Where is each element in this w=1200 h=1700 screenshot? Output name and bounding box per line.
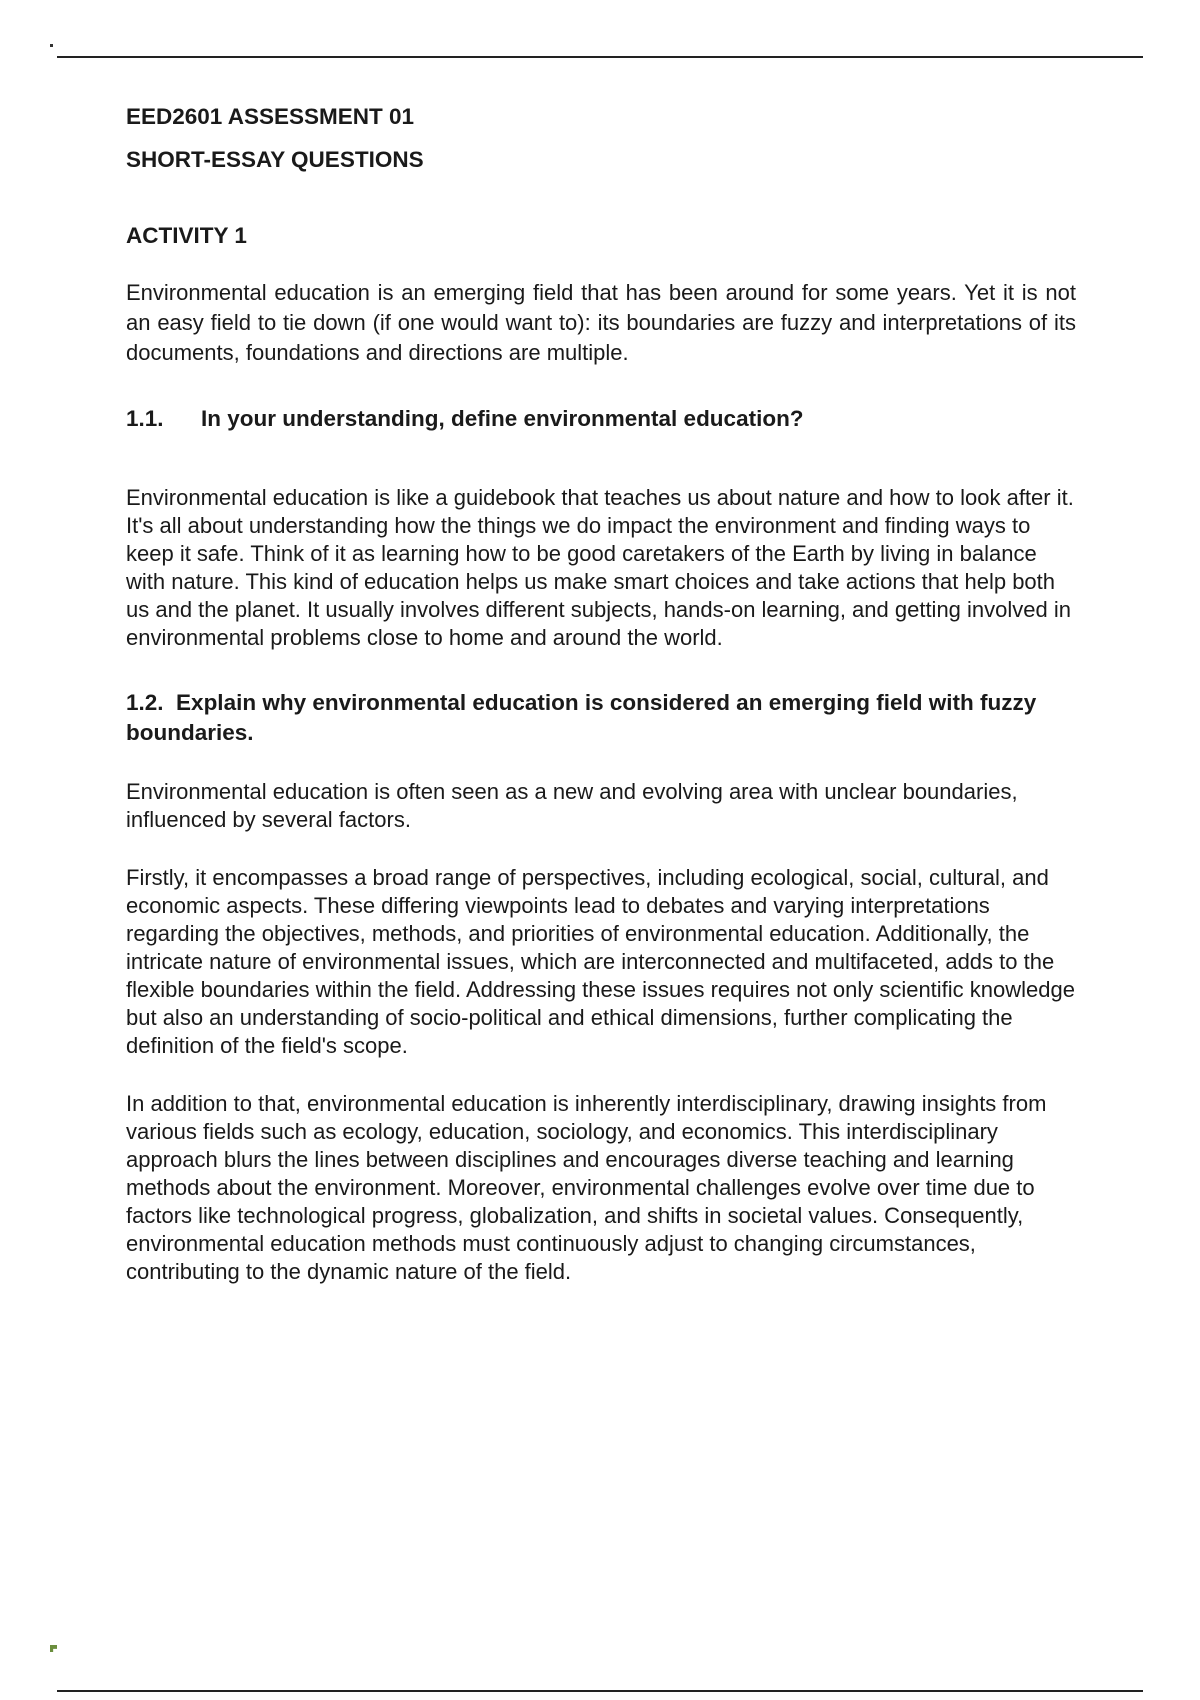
answer-1-2-paragraph-1: Environmental education is often seen as a new and evolving area with unclear boundaries, influenced by several factors. <box>126 779 1018 832</box>
question-text: Explain why environmental education is considered an emerging field with fuzzy boundaries. <box>126 690 1037 745</box>
question-1-2 <box>126 688 1076 748</box>
bottom-rule <box>57 1690 1143 1692</box>
intro-paragraph: Environmental education is an emerging field that has been around for some years. Yet it is not an easy field to tie down (if one would want to): its boundaries are fuzzy and interpretations of its documents, foundations and directions are multiple. <box>126 280 1076 365</box>
answer-1-2-paragraph-3: In addition to that, environmental education is inherently interdisciplinary, drawing insights from various fields such as ecology, education, sociology, and economics. This interdisciplinary approach blurs the lines between disciplines and encourages diverse teaching and learning methods about the environment. Moreover, environmental challenges evolve over time due to factors like technological progress, globalization, and shifts in societal values. Consequently, environmental education methods must continuously adjust to changing circumstances, contributing to the dynamic nature of the field. <box>126 1091 1047 1284</box>
activity-title: ACTIVITY 1 <box>126 223 247 248</box>
answer-1-1-paragraph: Environmental education is like a guidebook that teaches us about nature and how to look after it. It's all about understanding how the things we do impact the environment and finding ways to keep it safe. Think of it as learning how to be good caretakers of the Earth by living in balance with nature. This kind of education helps us make smart choices and take actions that help both us and the planet. It usually involves different subjects, hands-on learning, and getting involved in environmental problems close to home and around the world. <box>126 485 1074 650</box>
footer-mark-icon <box>50 1645 57 1652</box>
question-number: 1.2. <box>126 690 164 715</box>
question-number: 1.1. <box>126 406 164 431</box>
question-text: In your understanding, define environmental education? <box>201 406 804 431</box>
question-1-1 <box>126 404 1076 434</box>
document-body <box>126 100 1076 1286</box>
top-rule <box>57 56 1143 58</box>
corner-dot <box>50 44 53 47</box>
answer-1-2-paragraph-2: Firstly, it encompasses a broad range of perspectives, including ecological, social, cultural, and economic aspects. These differing viewpoints lead to debates and varying interpretations regarding the objectives, methods, and priorities of environmental education. Additionally, the intricate nature of environmental issues, which are interconnected and multifaceted, adds to the flexible boundaries within the field. Addressing these issues requires not only scientific knowledge but also an understanding of socio-political and ethical dimensions, further complicating the definition of the field's scope. <box>126 865 1075 1058</box>
section-title: SHORT-ESSAY QUESTIONS <box>126 147 424 172</box>
course-title: EED2601 ASSESSMENT 01 <box>126 104 415 129</box>
